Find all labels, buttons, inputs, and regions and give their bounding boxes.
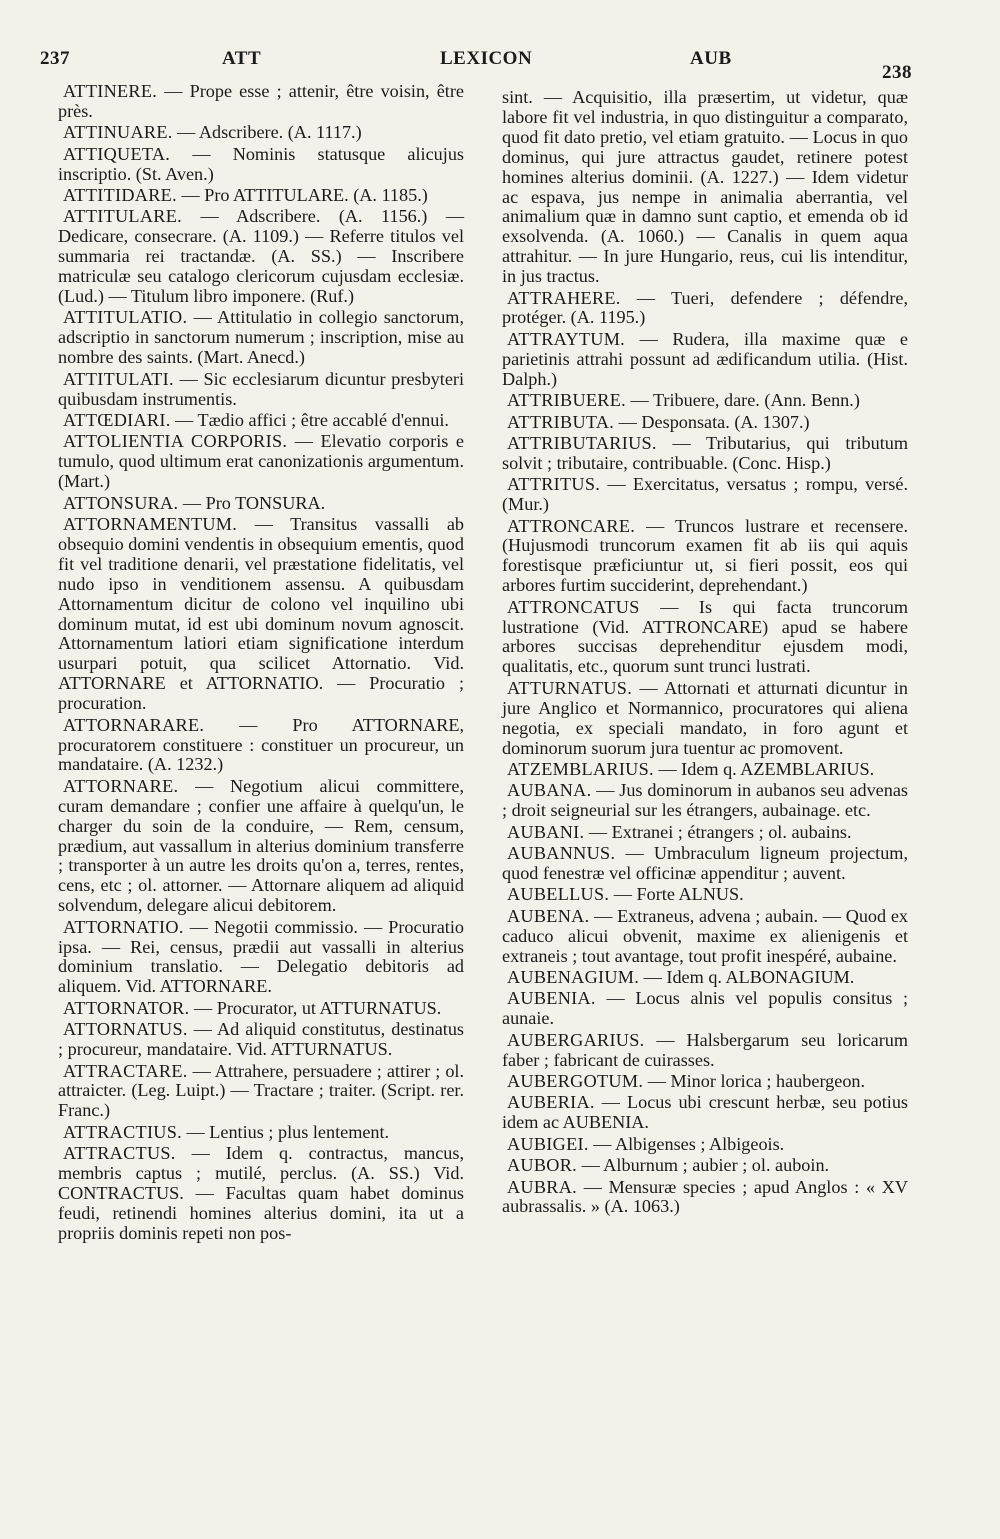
entry-headword: AUBERGOTUM. (507, 1071, 644, 1091)
entry-definition: — Jus dominorum in aubanos seu advenas ; droit seigneurial sur les étrangers, aubainage. etc. (502, 780, 909, 821)
dictionary-entry (502, 989, 908, 1029)
header-guide-word-right: AUB (690, 48, 732, 69)
dictionary-entry (502, 1156, 908, 1176)
dictionary-entry (58, 918, 464, 998)
entry-headword: ATTURNATUS. (507, 677, 633, 698)
entry-definition: — Forte ALNUS. (613, 884, 744, 905)
entry-definition: — Pro ATTITULARE. (A. 1185.) (181, 185, 428, 206)
entry-definition: — Negotii commissio. — Procuratio ipsa. — Rei, census, prædii aut vassalli in alterius dominium translatio. — Delegatio debitoris ad aliquem. Vid. ATTORNARE. (58, 916, 465, 997)
entry-definition: — Tribuere, dare. (Ann. Benn.) (630, 390, 860, 411)
entry-definition: — Locus alnis vel populis consitus ; aunaie. (502, 988, 909, 1029)
entry-definition: — Tributarius, qui tributum solvit ; tributaire, contribuable. (Conc. Hisp.) (502, 432, 909, 473)
entry-headword: AUBENIA. (507, 988, 596, 1009)
dictionary-entry (502, 391, 908, 411)
dictionary-entry (502, 517, 908, 597)
entry-headword: ATTRAHERE. (507, 287, 621, 308)
entry-headword: AUBIGEI. (507, 1133, 589, 1154)
page-number-right: 238 (882, 62, 912, 83)
entry-definition: — Desponsata. (A. 1307.) (618, 411, 810, 432)
dictionary-entry (502, 1031, 908, 1071)
dictionary-entry (58, 777, 464, 916)
entry-headword: ATTRACTARE. (63, 1060, 188, 1081)
dictionary-entry (58, 186, 464, 206)
dictionary-entry (502, 598, 908, 678)
entry-definition: — Is qui facta truncorum lustratione (Vid. ATTRONCARE) apud se habere arbores succisas deprehenditur ejusdem modi, qualitatis, etc., quorum sunt trunci lustrati. (502, 596, 909, 677)
entry-headword: AUBANI. (507, 821, 585, 842)
entry-headword: ATTRIBUERE. (507, 390, 626, 411)
entry-headword: ATTITULATIO. (63, 307, 188, 328)
entry-headword: ATZEMBLARIUS. (507, 758, 654, 779)
entry-headword: AUBENAGIUM. (507, 966, 640, 987)
header-guide-word-left: ATT (222, 48, 262, 69)
entry-definition: — Negotium alicui committere, curam demandare ; confier une affaire à quelqu'un, le charger du soin de la conduire, — Rem, censum, prædium, aut vassallum in alterius dominium transferre ; transporter à un autre les droits qu'on a, terres, rentes, cens, etc ; ol. attorner. — Attornare aliquem ad aliquid solvendum, delegare alicui debitorem. (58, 775, 465, 916)
entry-definition: — Halsbergarum seu loricarum faber ; fabricant de cuirasses. (502, 1029, 909, 1070)
right-column (502, 88, 908, 1219)
entry-definition: — Transitus vassalli ab obsequio domini vendentis in obsequium ementis, quod fit vel traditione denarii, vel præstatione fidelitatis, vel nudo ipso in venditionem assensu. A quibusdam Attornamentum dicitur de colono vel inquilino ubi dominum mutat, id est ubi dominum novum agnoscit. Attornamentum latiori etiam significatione interdum usurpari potuit, qua scilicet Attornatio. Vid. ATTORNARE et ATTORNATIO. — Procuratio ; procuration. (58, 514, 464, 714)
dictionary-entry (58, 207, 464, 307)
entry-definition: — Adscribere. (A. 1117.) (177, 122, 362, 143)
entry-headword: ATTRACTUS. (63, 1143, 176, 1164)
entry-headword: ATTINERE. (63, 81, 158, 101)
dictionary-entry (502, 475, 908, 515)
entry-definition: — Extraneus, advena ; aubain. — Quod ex caduco alicui obvenit, maxime ex alienigenis et extraneis ; tout avantage, tout profit inespéré, aubaine. (502, 905, 908, 966)
entry-definition: — Idem q. ALBONAGIUM. (643, 966, 855, 987)
entry-definition: — Tædio affici ; être accablé d'ennui. (175, 410, 449, 430)
dictionary-entry (502, 1093, 908, 1133)
entry-headword: AUBERIA. (507, 1092, 595, 1113)
entry-headword: ATTORNATIO. (63, 916, 184, 937)
entry-definition: — Adscribere. (A. 1156.) — Dedicare, consecrare. (A. 1109.) — Referre titulos vel summaria rei tractandæ. (A. SS.) — Inscribere matriculæ seu catalogo clericorum cujusdam ecclesiæ. (Lud.) — Titulum libro imponere. (Ruf.) (58, 206, 465, 307)
entry-headword: AUBOR. (507, 1155, 578, 1176)
entry-definition: — Pro TONSURA. (182, 492, 326, 513)
entry-definition: — Attornati et atturnati dicuntur in jure Anglico et Normannico, procuratores qui aliena negotia, ex speciali mandato, in foro agunt et dominorum suorum jura tuentur ac promovent. (502, 677, 908, 758)
entry-headword: ATTRACTIUS. (63, 1121, 182, 1142)
dictionary-entry (502, 968, 908, 988)
entry-definition: — Mensuræ species ; apud Anglos : « XV aubrassalis. » (A. 1063.) (502, 1176, 909, 1217)
entry-definition: — Albigenses ; Albigeois. (593, 1133, 785, 1154)
dictionary-entry (502, 1135, 908, 1155)
entry-definition: — Prope esse ; attenir, être voisin, être près. (58, 81, 464, 121)
entry-definition: — Procurator, ut ATTURNATUS. (193, 997, 442, 1018)
entry-headword: ATTORNARARE. (63, 714, 205, 735)
dictionary-entry (58, 370, 464, 410)
dictionary-entry (58, 1123, 464, 1143)
entry-definition: — Exercitatus, versatus ; rompu, versé. (Mur.) (502, 474, 909, 515)
entry-headword: ATTIQUETA. (63, 143, 171, 164)
entry-headword: ATTRIBUTA. (507, 411, 615, 432)
entry-headword: ATTORNAMENTUM. (63, 514, 238, 535)
dictionary-entry (58, 999, 464, 1019)
entry-headword: ATTORNATOR. (63, 997, 190, 1018)
entry-definition: — Minor lorica ; haubergeon. (647, 1071, 866, 1091)
entry-definition: — Rudera, illa maxime quæ e parietinis attrahi possunt ad ædificandum utilia. (Hist. Dalph.) (502, 328, 909, 389)
entry-definition: — Idem q. contractus, mancus, membris captus ; mutilé, perclus. (A. SS.) Vid. CONTRACTUS. — Facultas quam habet dominus feudi, retinendi homines alterius domini, ita ut a propriis dominis repeti non pos- (58, 1143, 464, 1243)
entry-headword: AUBELLUS. (507, 884, 610, 905)
entry-headword: ATTRONCARE. (507, 515, 636, 536)
entry-headword: ATTRAYTUM. (507, 328, 626, 349)
dictionary-entry (502, 88, 908, 287)
dictionary-entry (502, 907, 908, 967)
entry-definition: — Attrahere, persuadere ; attirer ; ol. attraicter. (Leg. Luipt.) — Tractare ; traiter. (Script. rer. Franc.) (58, 1060, 465, 1121)
entry-definition: — Idem q. AZEMBLARIUS. (658, 758, 875, 779)
entry-headword: ATTRITUS. (507, 474, 601, 495)
dictionary-entry (58, 82, 464, 122)
dictionary-entry (58, 494, 464, 514)
header-title: LEXICON (440, 48, 533, 69)
dictionary-entry (502, 1178, 908, 1218)
running-header (40, 48, 920, 83)
entry-headword: ATTITULARE. (63, 206, 182, 227)
entry-headword: ATTONSURA. (63, 492, 179, 513)
entry-definition: — Alburnum ; aubier ; ol. auboin. (581, 1155, 830, 1176)
left-column (58, 82, 464, 1245)
entry-headword: ATTRONCATUS (507, 596, 640, 617)
dictionary-entry (58, 308, 464, 368)
dictionary-entry (502, 289, 908, 329)
entry-headword: ATTINUARE. (63, 122, 173, 143)
entry-definition: — Truncos lustrare et recensere. (Hujusmodi truncorum examen fit ab iis qui aquis forestisque præficiuntur ut, si fieri possit, eos qui arbores furtim succiderint, deprehendant.) (502, 515, 908, 596)
entry-headword: ATTITIDARE. (63, 185, 177, 206)
entry-headword: ATTOLIENTIA CORPORIS. (63, 431, 288, 452)
dictionary-entry (58, 1144, 464, 1244)
dictionary-entry (58, 1020, 464, 1060)
dictionary-entry (502, 679, 908, 759)
entry-headword: ATTORNATUS. (63, 1019, 188, 1040)
entry-definition: — Attitulatio in collegio sanctorum, adscriptio in sanctorum numerum ; inscription, mise au nombre des saints. (Mart. Anecd.) (58, 307, 464, 368)
entry-headword: AUBANNUS. (507, 843, 616, 864)
entry-definition: — Sic ecclesiarum dicuntur presbyteri quibusdam instrumentis. (58, 368, 464, 409)
dictionary-entry (58, 716, 464, 776)
dictionary-entry (502, 885, 908, 905)
dictionary-entry (502, 1072, 908, 1092)
dictionary-entry (502, 434, 908, 474)
dictionary-entry (58, 145, 464, 185)
entry-headword: AUBERGARIUS. (507, 1029, 645, 1050)
entry-definition: — Locus ubi crescunt herbæ, seu potius idem ac AUBENIA. (502, 1092, 909, 1133)
entry-headword: ATTRIBUTARIUS. (507, 432, 657, 453)
dictionary-entry (502, 413, 908, 433)
entry-definition: — Lentius ; plus lentement. (186, 1121, 390, 1142)
dictionary-entry (502, 823, 908, 843)
entry-definition: — Elevatio corporis e tumulo, quod ultimum erat canonizationis argumentum. (Mart.) (58, 431, 464, 492)
dictionary-entry (502, 760, 908, 780)
entry-definition: — Ad aliquid constitutus, destinatus ; procureur, mandataire. Vid. ATTURNATUS. (58, 1019, 464, 1060)
page-number-left: 237 (40, 48, 70, 69)
entry-definition: — Pro ATTORNARE, procuratorem constituere : constituer un procureur, un mandataire. (A. 1232.) (58, 714, 465, 775)
entry-headword: ATTŒDIARI. (63, 410, 171, 430)
dictionary-entry (58, 411, 464, 431)
dictionary-entry (58, 123, 464, 143)
dictionary-entry (58, 432, 464, 492)
dictionary-entry (58, 1062, 464, 1122)
entry-headword: AUBRA. (507, 1176, 578, 1197)
entry-headword: ATTORNARE. (63, 775, 179, 796)
dictionary-entry (502, 844, 908, 884)
dictionary-entry (502, 781, 908, 821)
entry-headword: ATTITULATI. (63, 368, 174, 389)
dictionary-entry (58, 515, 464, 714)
entry-headword: AUBANA. (507, 780, 592, 801)
dictionary-entry (502, 330, 908, 390)
entry-definition: — Umbraculum ligneum projectum, quod fenestræ vel officinæ appenditur ; auvent. (502, 843, 909, 883)
entry-definition: sint. — Acquisitio, illa præsertim, ut videtur, quæ labore fit vel industria, in quo distinguitur a comparato, quod fit dato pretio, vel etiam gratuito. — Locus in quo dominus, qui jure attractus gaudet, retinere potest homines alterius dominii. (A. 1227.) — Idem videtur ac espava, jus nempe in animalia aberrantia, vel animalium quæ in damno sunt captio, et emenda ob id exsolvenda. (A. 1060.) — Canalis in quem aqua attrahitur. — In jure Hungario, reus, cui lis intenditur, in jus tractus. (502, 87, 908, 287)
entry-definition: — Extranei ; étrangers ; ol. aubains. (588, 821, 852, 842)
entry-definition: — Tueri, defendere ; défendre, protéger. (A. 1195.) (502, 287, 908, 328)
entry-definition: — Nominis statusque alicujus inscriptio. (St. Aven.) (58, 143, 464, 184)
entry-headword: AUBENA. (507, 905, 590, 926)
